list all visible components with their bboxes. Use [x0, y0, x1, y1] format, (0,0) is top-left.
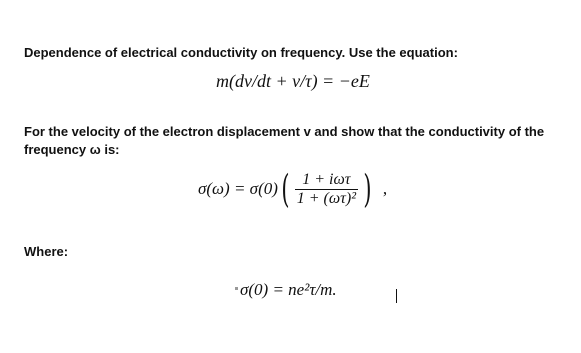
- where-label: Where:: [24, 244, 69, 259]
- instruction-line: Dependence of electrical conductivity on frequency. Use the equation:: [24, 45, 458, 60]
- fraction-denominator: 1 + (ωτ)²: [296, 189, 356, 207]
- artifact-dot: [235, 287, 238, 290]
- equation-left-side: σ(ω) = σ(0): [198, 179, 278, 198]
- right-paren: ): [363, 167, 372, 211]
- trailing-comma: ,: [382, 179, 388, 198]
- dc-conductivity-equation: σ(0) = ne²τ/m.: [240, 280, 337, 299]
- equation-of-motion: m(dv/dt + v/τ) = −eE: [216, 71, 370, 91]
- paragraph-line-1: For the velocity of the electron displacement v and show that the conductivity of the: [24, 124, 545, 139]
- paragraph-line-2: frequency ω is:: [24, 142, 120, 157]
- left-paren: (: [281, 167, 290, 211]
- fraction: [295, 171, 358, 208]
- text-cursor: [396, 289, 397, 303]
- fraction-numerator: 1 + iωτ: [302, 170, 351, 188]
- conductivity-equation: [198, 167, 388, 211]
